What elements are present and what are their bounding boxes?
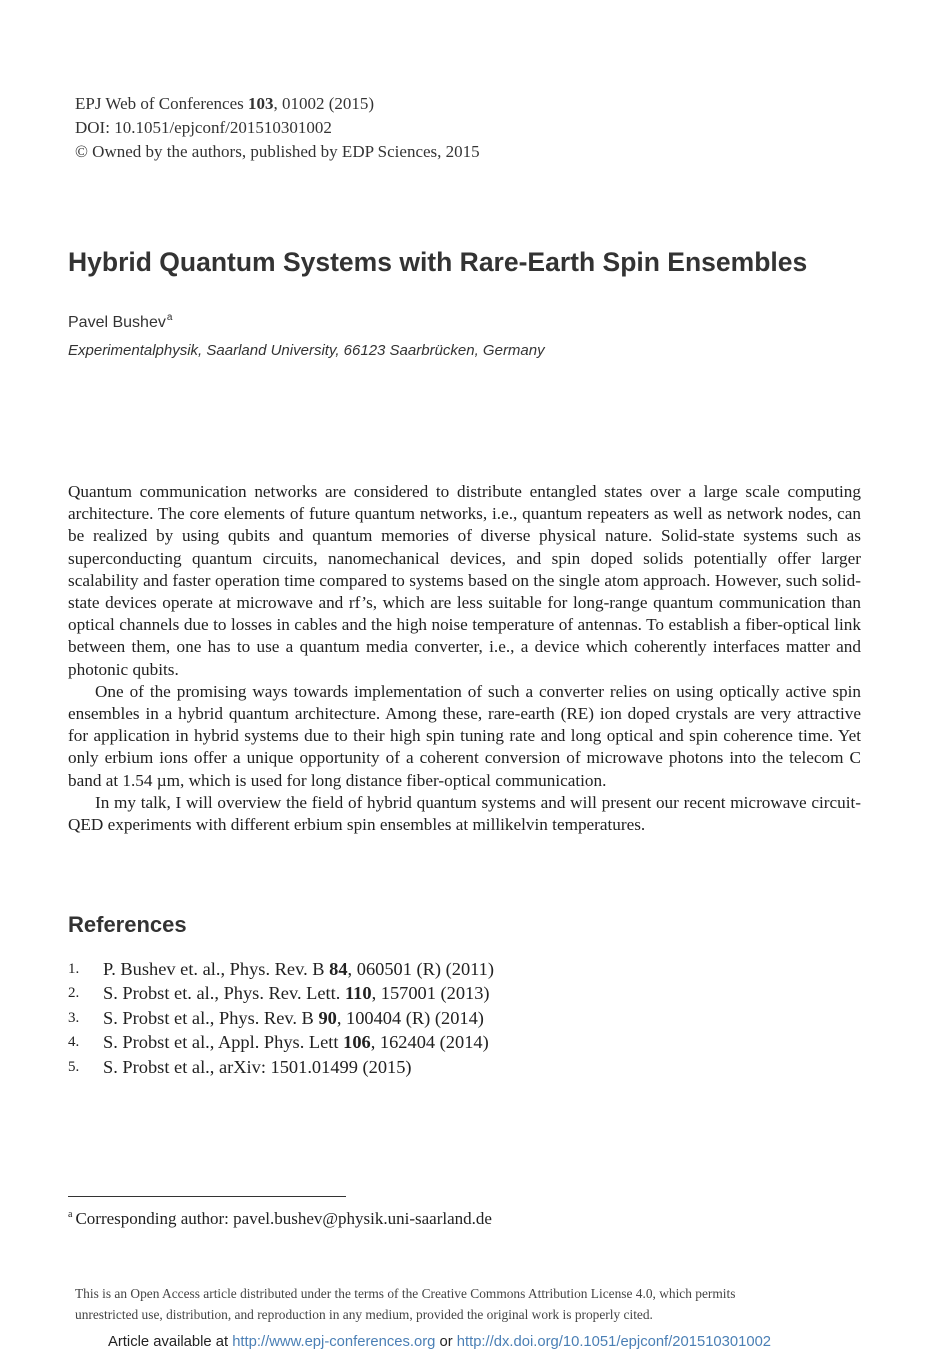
reference-item: 1. P. Bushev et. al., Phys. Rev. B 84, 060501 (R) (2011) xyxy=(68,957,494,981)
article-availability: Article available at http://www.epj-conferences.org or http://dx.doi.org/10.1051/epjconf/201510301002 xyxy=(108,1334,772,1350)
author-affiliation: Experimentalphysik, Saarland University, 66123 Saarbrücken, Germany xyxy=(68,342,545,359)
abstract-paragraph: One of the promising ways towards implementation of such a converter relies on using optically active spin ensembles in a hybrid quantum architecture. Among these, rare-earth (RE) ion doped crystals are very attractive for application in hybrid systems due to their high spin tuning rate and long optical and spin coherence time. Yet only erbium ions offer a unique opportunity of a coherent conversion of microwave photons into the telecom C band at 1.54 µm, which is used for long distance fiber-optical communication. xyxy=(68,681,861,790)
reference-number: 4. xyxy=(68,1034,80,1051)
journal-copyright: © Owned by the authors, published by EDP Sciences, 2015 xyxy=(75,142,480,161)
references-heading: References xyxy=(68,912,187,937)
journal-doi: DOI: 10.1051/epjconf/201510301002 xyxy=(75,118,332,137)
license-line: unrestricted use, distribution, and reproduction in any medium, provided the original work is properly cited. xyxy=(75,1307,653,1322)
author-name: Pavel Bushev xyxy=(68,314,166,331)
reference-item: 2. S. Probst et. al., Phys. Rev. Lett. 110, 157001 (2013) xyxy=(68,981,494,1005)
reference-number: 2. xyxy=(68,985,80,1002)
license-line: This is an Open Access article distributed under the terms of the Creative Commons Attribution License 4.0, which permits xyxy=(75,1286,736,1301)
author-footnote-mark: a xyxy=(166,312,173,323)
license-notice xyxy=(75,1283,735,1325)
reference-item: 3. S. Probst et al., Phys. Rev. B 90, 100404 (R) (2014) xyxy=(68,1006,494,1030)
doi-link[interactable]: http://dx.doi.org/10.1051/epjconf/201510301002 xyxy=(456,1334,772,1350)
footnote-mark: a xyxy=(68,1209,73,1220)
journal-header xyxy=(75,92,480,164)
journal-volume: 103 xyxy=(248,94,274,113)
paper-title: Hybrid Quantum Systems with Rare-Earth Spin Ensembles xyxy=(68,247,808,277)
reference-number: 1. xyxy=(68,961,80,977)
reference-number: 3. xyxy=(68,1009,80,1026)
abstract xyxy=(68,481,861,836)
abstract-paragraph: In my talk, I will overview the field of hybrid quantum systems and will present our recent microwave circuit-QED experiments with different erbium spin ensembles at millikelvin temperatures. xyxy=(68,792,861,835)
reference-item: 5. S. Probst et al., arXiv: 1501.01499 (2015) xyxy=(68,1055,494,1079)
journal-citation: EPJ Web of Conferences 103, 01002 (2015) xyxy=(75,94,375,113)
footnote-divider xyxy=(68,1196,346,1197)
abstract-paragraph: Quantum communication networks are considered to distribute entangled states over a large scale computing architecture. The core elements of future quantum networks, i.e., quantum repeaters as well as network nodes, can be realized by using qubits and quantum memories of diverse physical nature. Solid-state systems such as superconducting quantum circuits, nanomechanical devices, and spin doped solids potentially offer larger scalability and faster operation time compared to systems based on the single atom approach. However, such solid-state devices operate at microwave and rf’s, which are less suitable for long-range quantum communication than optical channels due to losses in cables and the high noise temperature of antennas. To establish a fiber-optical link between them, one has to use a quantum media converter, i.e., a device which coherently interfaces matter and photonic qubits. xyxy=(68,482,861,679)
footnote xyxy=(68,1209,492,1229)
epj-conferences-link[interactable]: http://www.epj-conferences.org xyxy=(232,1334,436,1350)
reference-item: 4. S. Probst et al., Appl. Phys. Lett 106, 162404 (2014) xyxy=(68,1030,494,1054)
references-list xyxy=(68,957,494,1079)
reference-number: 5. xyxy=(68,1058,80,1075)
paper-author xyxy=(68,312,172,332)
footnote-text: Corresponding author: pavel.bushev@physik.uni-saarland.de xyxy=(75,1209,492,1228)
